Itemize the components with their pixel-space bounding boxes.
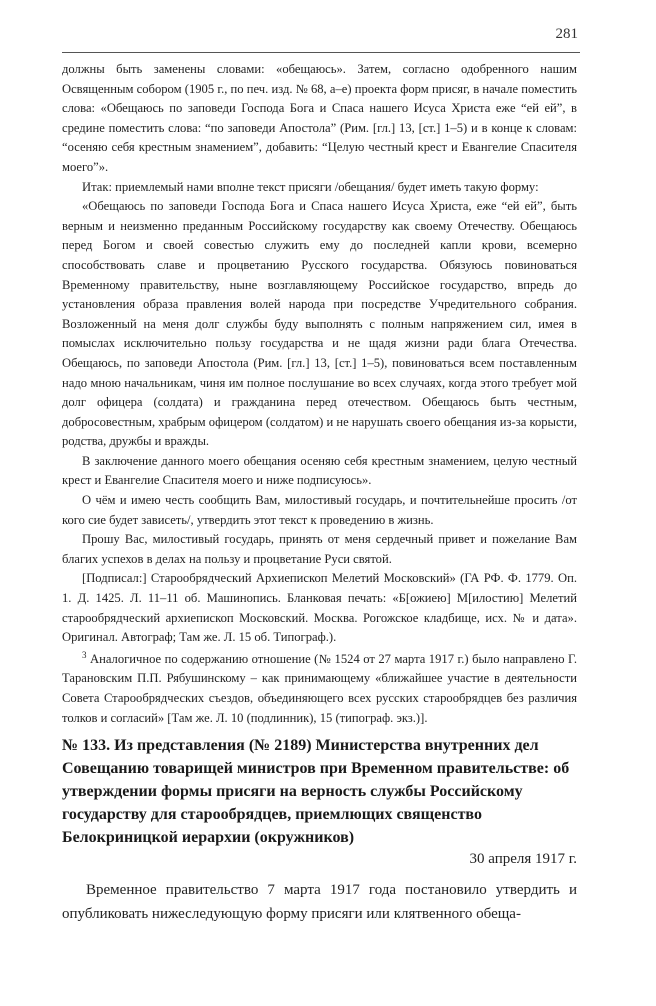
body-text bbox=[62, 60, 577, 728]
paragraph: О чём и имею честь сообщить Вам, милостивый государь, и почтительнейше просить /от кого сие будет зависеть/, утвердить этот текст к проведению в жизнь. bbox=[62, 493, 577, 527]
paragraph: Итак: приемлемый нами вполне текст присяги /обещания/ будет иметь такую форму: bbox=[82, 179, 539, 194]
paragraph: должны быть заменены словами: «обещаюсь». Затем, согласно одобренного нашим Освященным собором (1905 г., по печ. изд. № 68, а–е) проекта форм присяг, в начале поместить слова: «Обещаюсь по заповеди Господа Бога и Спаса нашего Исуса Христа еже “ей ей”, в средине поместить слова: “по заповеди Апостола” (Рим. [гл.] 13, [ст.] 1–5) и в конце к словам: “осеняю себя крестным знамением”, добавить: “Целую честный крест и Евангелие Спасителя моего”». bbox=[62, 62, 577, 174]
signature-paragraph: [Подписал:] Старообрядческий Архиепископ Мелетий Московский» (ГА РФ. Ф. 1779. Оп. 1. Д. 1425. Л. 11–11 об. Машинопись. Бланковая печать: «Б[ожиею] М[илостию] Мелетий старообрядческий архиепископ Московский. Москва. Рогожское кладбище, исх. № и дата». Оригинал. Автограф; Там же. Л. 15 об. Типограф.). bbox=[62, 571, 577, 645]
oath-text-paragraph: «Обещаюсь по заповеди Господа Бога и Спаса нашего Исуса Христа, еже “ей ей”, быть верным и неизменно преданным Российскому государству как своему Отечеству. Обещаюсь перед Богом и своей совестью служить ему до последней капли крови, всемерно способствовать славе и процветанию Русского государства. Обязуюсь повиноваться Временному правительству, ныне возглавляющему Российское государство, впредь до установления образа правления волей народа при посредстве Учредительного собрания. Возложенный на меня долг службы буду выполнять с полным напряжением сил, имея в помыслах исключительно пользу государства и не щадя жизни ради блага Отечества. Обещаюсь, по заповеди Апостола (Рим. [гл.] 13, [ст.] 1–5), повиноваться всем поставленным надо мною начальникам, чиня им полное послушание во всех случаях, когда этого требует мой долг офицера (солдата) и гражданина перед отечеством. Обещаюсь быть честным, добросовестным, храбрым офицером (солдатом) и не нарушать своего обещания из-за корысти, родства, дружбы и вражды. bbox=[62, 199, 577, 449]
footnote-text: Аналогичное по содержанию отношение (№ 1524 от 27 марта 1917 г.) было направлено Г. Тарановским П.П. Рябушинскому – как принимающему «ближайшее участие в деятельности Совета Старообрядческих съездов, объединяющего всех русских старообрядцев без различия толков и согласий» [Там же. Л. 10 (подлинник), 15 (типограф. экз.)]. bbox=[62, 651, 577, 725]
page-number: 281 bbox=[555, 26, 578, 42]
footnote-mark: 3 bbox=[82, 649, 87, 660]
document-date: 30 апреля 1917 г. bbox=[469, 851, 577, 867]
paragraph: Прошу Вас, милостивый государь, принять от меня сердечный привет и пожелание Вам благих успехов в делах на пользу и процветание Руси святой. bbox=[62, 532, 577, 566]
paragraph: Временное правительство 7 марта 1917 года постановило утвердить и опубликовать нижеследующую форму присяги или клятвенного обеща- bbox=[62, 882, 577, 922]
paragraph: В заключение данного моего обещания осеняю себя крестным знамением, целую честный крест и Евангелие Спасителя моего и ниже подписуюсь». bbox=[62, 453, 577, 488]
header-rule bbox=[62, 52, 580, 53]
footnote bbox=[62, 650, 577, 728]
document-heading: № 133. Из представления (№ 2189) Министерства внутренних дел Совещанию товарищей министров при Временном правительстве: об утверждении формы присяги на верность службы Российскому государству для старообрядцев, приемлющих священство Белокриницкой иерархии (окружников) bbox=[62, 737, 570, 846]
document-text bbox=[62, 878, 577, 926]
